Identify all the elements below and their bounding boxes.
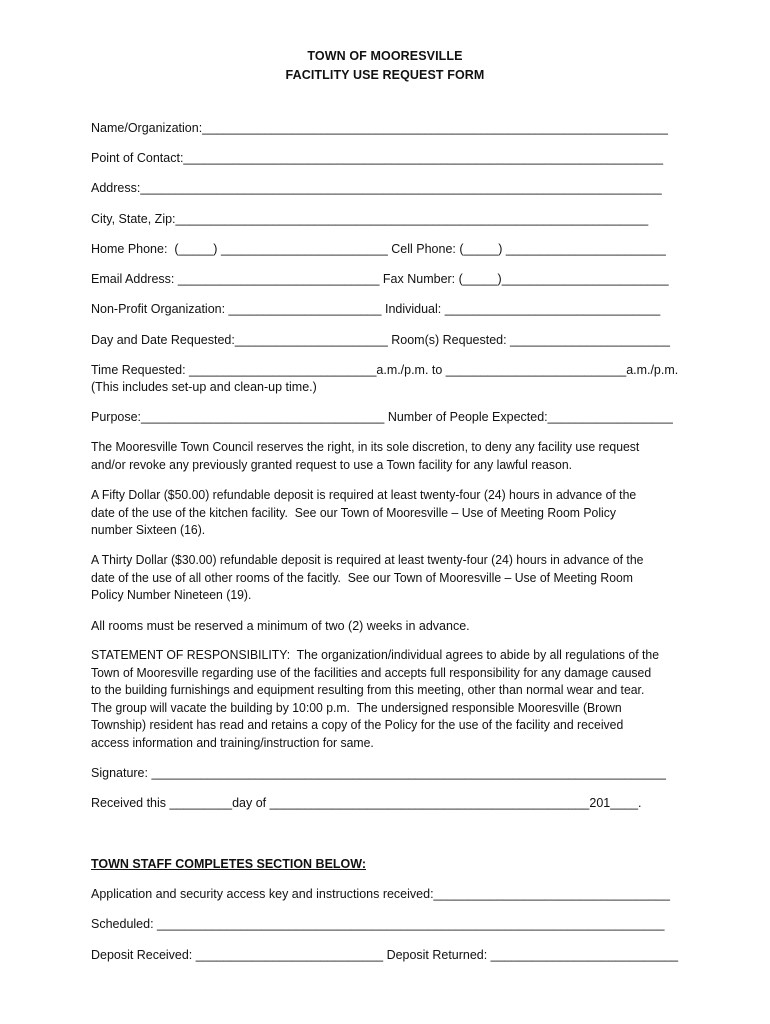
form-town-title: TOWN OF MOORESVILLE — [307, 49, 463, 63]
statement-line: The group will vacate the building by 10:00 p.m. The undersigned responsible Mooresville (Brown — [91, 700, 622, 715]
purpose-people-fields[interactable]: Purpose:___________________________________ Number of People Expected:__________________ — [91, 410, 673, 424]
council-line: The Mooresville Town Council reserves the right, in its sole discretion, to deny any facility use request — [91, 440, 640, 454]
nonprofit-individual-fields[interactable]: Non-Profit Organization: ______________________ Individual: _______________________________ — [91, 302, 661, 316]
thirty-line: Policy Number Nineteen (19). — [91, 588, 252, 602]
statement-line: Township) resident has read and retains a copy of the Policy for the use of the facility and received — [91, 718, 624, 732]
signature-field[interactable]: Signature: __________________________________________________________________________ — [91, 766, 666, 780]
statement-of-responsibility — [91, 647, 691, 752]
thirty-dollar-paragraph — [91, 552, 691, 605]
name-organization-field[interactable]: Name/Organization:___________________________________________________________________ — [91, 121, 668, 135]
statement-line: to the building furnishings and equipment resulting from this meeting, other than normal wear and tear. — [91, 683, 645, 697]
point-of-contact-field[interactable]: Point of Contact:_____________________________________________________________________ — [91, 151, 664, 165]
statement-line: access information and training/instruction for same. — [91, 735, 374, 750]
time-requested-field[interactable]: Time Requested: ___________________________a.m./p.m. to __________________________a.m./p.m. — [91, 363, 679, 377]
email-fax-fields[interactable]: Email Address: _____________________________ Fax Number: (_____)________________________ — [91, 272, 669, 286]
fifty-line: A Fifty Dollar ($50.00) refundable deposit is required at least twenty-four (24) hours in advance of the — [91, 488, 637, 502]
address-field[interactable]: Address:___________________________________________________________________________ — [91, 181, 662, 195]
scheduled-field[interactable]: Scheduled: _________________________________________________________________________ — [91, 917, 665, 931]
date-room-fields[interactable]: Day and Date Requested:______________________ Room(s) Requested: _______________________ — [91, 333, 670, 347]
time-requested-note: (This includes set-up and clean-up time.) — [91, 380, 317, 394]
application-received-field[interactable]: Application and security access key and instructions received:__________________________________ — [91, 887, 670, 901]
staff-heading-text: TOWN STAFF COMPLETES SECTION BELOW: — [91, 857, 366, 871]
fifty-line: date of the use of the kitchen facility. See our Town of Mooresville – Use of Meeting Room Policy — [91, 505, 616, 520]
thirty-line: A Thirty Dollar ($30.00) refundable deposit is required at least twenty-four (24) hours in advance of the — [91, 553, 644, 567]
phone-fields[interactable]: Home Phone: (_____) ________________________ Cell Phone: (_____) _______________________ — [91, 242, 666, 256]
thirty-line: date of the use of all other rooms of the facitly. See our Town of Mooresville – Use of Meeting Room — [91, 570, 633, 585]
statement-line: STATEMENT OF RESPONSIBILITY: The organization/individual agrees to abide by all regulations of the — [91, 648, 660, 662]
fifty-dollar-paragraph — [91, 487, 691, 540]
council-line: and/or revoke any previously granted request to use a Town facility for any lawful reason. — [91, 457, 573, 472]
deposit-fields[interactable]: Deposit Received: ___________________________ Deposit Returned: ___________________________ — [91, 948, 679, 962]
rooms-notice: All rooms must be reserved a minimum of two (2) weeks in advance. — [91, 619, 470, 633]
city-state-zip-field[interactable]: City, State, Zip:____________________________________________________________________ — [91, 212, 649, 226]
staff-section-heading — [91, 856, 366, 873]
form-title: FACITLITY USE REQUEST FORM — [285, 68, 485, 82]
council-paragraph — [91, 439, 691, 474]
received-date-field[interactable]: Received this _________day of ______________________________________________201____. — [91, 796, 642, 810]
statement-line: Town of Mooresville regarding use of the facilities and accepts full responsibility for any damage caused — [91, 665, 652, 680]
fifty-line: number Sixteen (16). — [91, 523, 206, 537]
